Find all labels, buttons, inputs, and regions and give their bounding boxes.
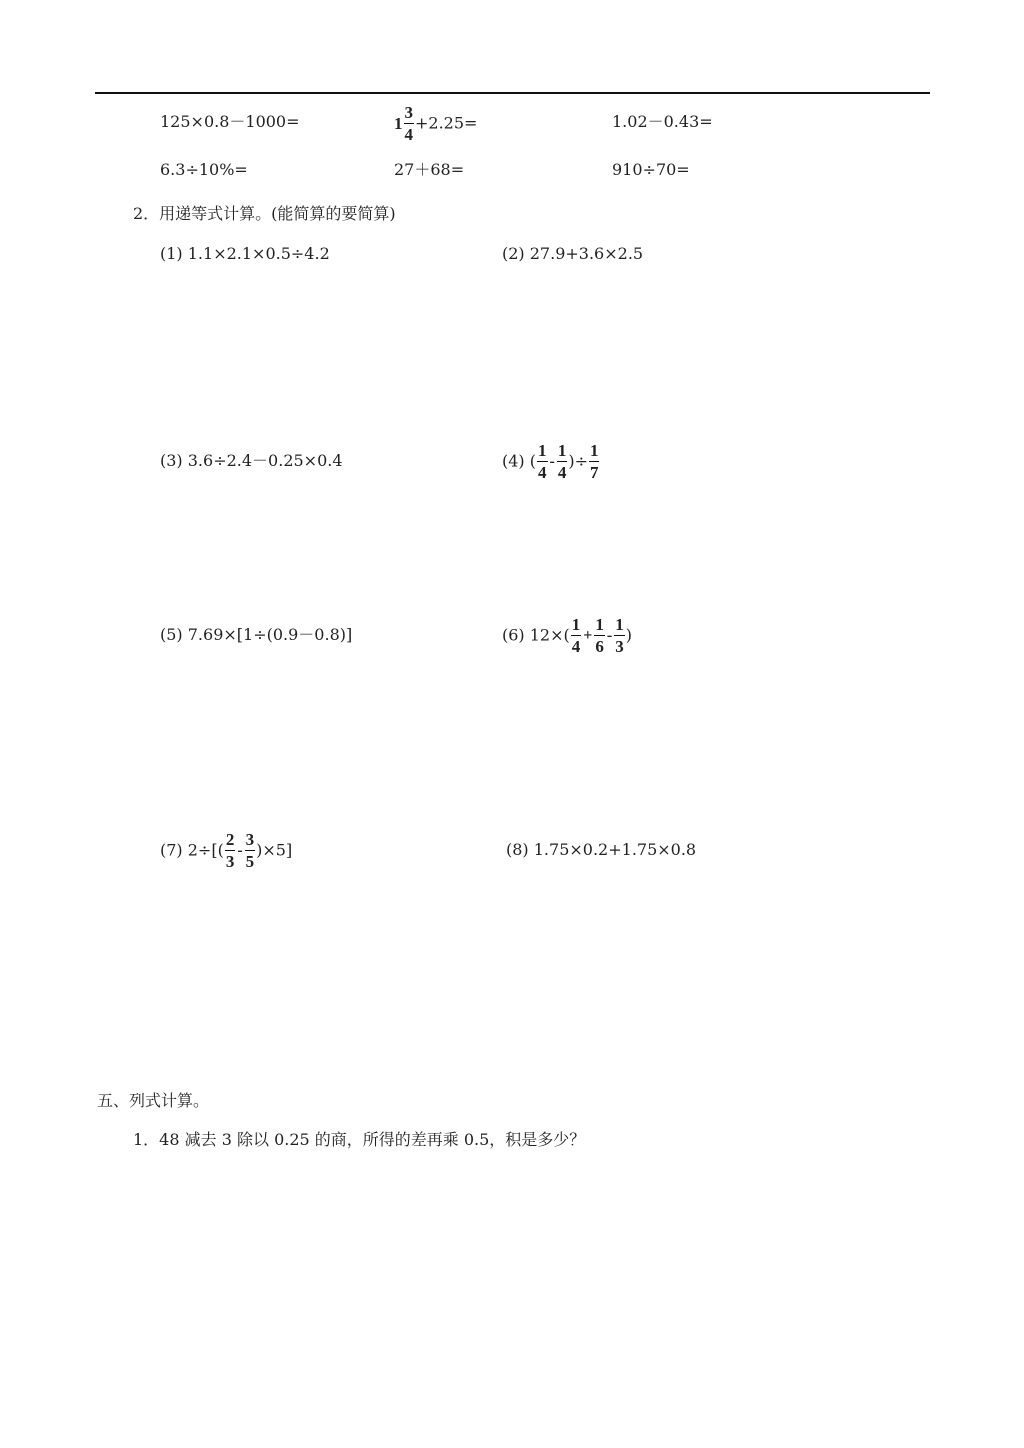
- fraction: [557, 442, 568, 481]
- fraction-denominator: 6: [595, 637, 604, 656]
- fraction: [225, 831, 236, 870]
- oral-problem-4: 6.3÷10%=: [160, 160, 248, 179]
- problem-6: [502, 616, 632, 655]
- fraction-denominator: 4: [538, 463, 547, 482]
- operator: -: [606, 626, 613, 644]
- oral-problem-1: 125×0.8－1000=: [160, 112, 300, 131]
- fraction: [571, 616, 582, 655]
- fraction-denominator: 5: [245, 852, 255, 871]
- problem-7: [160, 831, 292, 870]
- fraction-denominator: 4: [557, 463, 567, 482]
- problem-7-close: )×5]: [256, 840, 293, 860]
- mixed-whole: 1: [394, 114, 403, 133]
- fraction-denominator: 3: [615, 637, 624, 656]
- problem-6-label: (6) 12×(: [502, 625, 570, 645]
- fraction-numerator: 3: [404, 103, 413, 122]
- fraction-numerator: 1: [538, 441, 547, 460]
- fraction: [589, 442, 600, 481]
- oral-problem-6: 910÷70=: [612, 160, 690, 179]
- question-1: 1．48 减去 3 除以 0.25 的商，所得的差再乘 0.5，积是多少？: [133, 1130, 586, 1149]
- problem-4-label: (4) (: [502, 451, 536, 471]
- section-2-title: 2．用递等式计算。(能简算的要简算): [133, 204, 396, 223]
- fraction: [594, 616, 605, 655]
- problem-3: (3) 3.6÷2.4－0.25×0.4: [160, 451, 343, 470]
- problem-1: (1) 1.1×2.1×0.5÷4.2: [160, 244, 330, 263]
- oral-problem-2-rest: +2.25=: [415, 113, 478, 133]
- fraction-numerator: 2: [225, 830, 235, 849]
- problem-8: (8) 1.75×0.2+1.75×0.8: [506, 840, 697, 859]
- fraction: [245, 831, 256, 870]
- section-5-title: 五、列式计算。: [97, 1091, 210, 1110]
- oral-problem-5: 27＋68=: [394, 160, 465, 179]
- problem-5: (5) 7.69×[1÷(0.9－0.8)]: [160, 625, 353, 644]
- fraction-numerator: 1: [571, 615, 581, 634]
- fraction-numerator: 1: [557, 441, 567, 460]
- problem-4: [502, 442, 600, 481]
- fraction: [537, 442, 548, 481]
- fraction-denominator: 3: [225, 852, 235, 871]
- problem-7-label: (7) 2÷[(: [160, 840, 224, 860]
- header-rule: [95, 92, 930, 94]
- operator: +: [583, 626, 593, 644]
- fraction-denominator: 4: [571, 637, 581, 656]
- oral-problem-3: 1.02－0.43=: [612, 112, 713, 131]
- fraction-numerator: 1: [615, 615, 624, 634]
- oral-problem-2: [394, 104, 477, 143]
- fraction-denominator: 4: [404, 125, 413, 144]
- fraction: [614, 616, 625, 655]
- fraction-numerator: 1: [589, 441, 599, 460]
- fraction-denominator: 7: [589, 463, 599, 482]
- fraction-numerator: 1: [595, 615, 604, 634]
- fraction-numerator: 3: [245, 830, 255, 849]
- problem-6-close: ): [625, 625, 632, 645]
- operator: )÷: [568, 451, 588, 471]
- problem-2: (2) 27.9+3.6×2.5: [502, 244, 644, 263]
- operator: -: [549, 452, 555, 470]
- mixed-fraction: [404, 104, 415, 143]
- operator: -: [237, 841, 243, 859]
